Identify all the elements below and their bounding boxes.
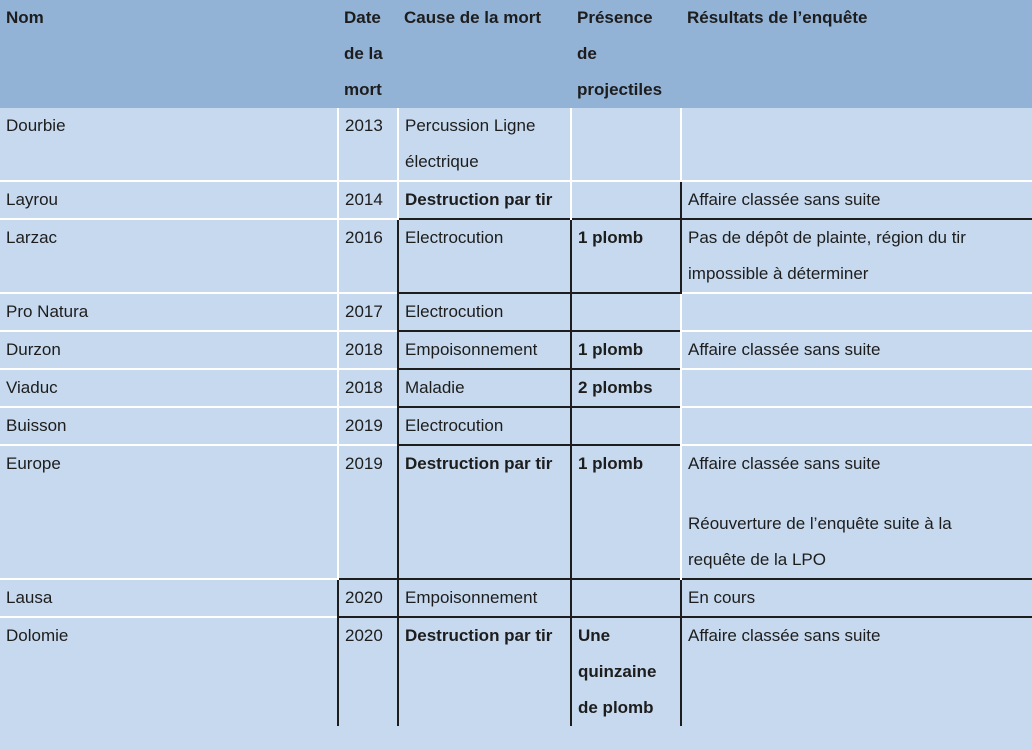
header-date-line2: de la — [344, 44, 383, 63]
cell-projectiles — [571, 579, 681, 617]
cell-projectiles: 2 plombs — [571, 369, 681, 407]
cell-proj-line2: quinzaine — [578, 662, 657, 681]
cell-projectiles — [571, 293, 681, 331]
cell-resultats: Affaire classée sans suite — [681, 617, 1032, 726]
cell-resultats — [681, 407, 1032, 445]
header-proj-line3: projectiles — [577, 80, 663, 99]
cell-cause: Maladie — [398, 369, 571, 407]
cell-nom: Dolomie — [0, 617, 338, 726]
cell-cause: Empoisonnement — [398, 579, 571, 617]
cell-date: 2020 — [338, 617, 398, 726]
cell-nom: Layrou — [0, 181, 338, 219]
cell-date: 2014 — [338, 181, 398, 219]
cell-projectiles — [571, 108, 681, 181]
cell-res-line1: Affaire classée sans suite — [688, 454, 881, 473]
cell-cause — [398, 108, 571, 181]
cell-projectiles — [571, 407, 681, 445]
cell-date: 2019 — [338, 407, 398, 445]
cell-date: 2016 — [338, 219, 398, 293]
header-nom: Nom — [6, 8, 44, 27]
cell-resultats — [681, 293, 1032, 331]
cell-cause: Destruction par tir — [398, 617, 571, 726]
cell-res-line2: impossible à déterminer — [688, 264, 869, 283]
table-header-row — [0, 0, 1032, 108]
cell-resultats — [681, 108, 1032, 181]
header-proj-line1: Présence — [577, 8, 653, 27]
cell-nom: Buisson — [0, 407, 338, 445]
cell-cause: Destruction par tir — [398, 181, 571, 219]
cell-projectiles: 1 plomb — [571, 445, 681, 579]
cell-cause: Electrocution — [398, 219, 571, 293]
cell-date: 2020 — [338, 579, 398, 617]
cell-nom: Viaduc — [0, 369, 338, 407]
cell-res-line3: requête de la LPO — [688, 550, 826, 569]
cell-resultats: Affaire classée sans suite — [681, 331, 1032, 369]
table-row — [0, 369, 1032, 407]
cell-cause-line1: Percussion Ligne — [405, 116, 536, 135]
table-row — [0, 445, 1032, 579]
cell-resultats — [681, 219, 1032, 293]
cell-nom: Larzac — [0, 219, 338, 293]
cell-res-line1: Pas de dépôt de plainte, région du tir — [688, 228, 966, 247]
cell-cause: Destruction par tir — [398, 445, 571, 579]
header-date-line3: mort — [344, 80, 382, 99]
cell-date: 2017 — [338, 293, 398, 331]
table-row — [0, 181, 1032, 219]
header-date-line1: Date — [344, 8, 381, 27]
cell-cause: Electrocution — [398, 407, 571, 445]
cell-date: 2019 — [338, 445, 398, 579]
cell-date: 2013 — [338, 108, 398, 181]
cell-projectiles — [571, 617, 681, 726]
cell-date: 2018 — [338, 369, 398, 407]
cell-nom: Lausa — [0, 579, 338, 617]
cell-res-gap — [688, 482, 1032, 506]
cell-date: 2018 — [338, 331, 398, 369]
cell-resultats: En cours — [681, 579, 1032, 617]
cell-cause-line2: électrique — [405, 152, 479, 171]
cell-resultats: Affaire classée sans suite — [681, 181, 1032, 219]
cell-projectiles — [571, 181, 681, 219]
table-row — [0, 108, 1032, 181]
cell-cause: Electrocution — [398, 293, 571, 331]
header-proj-line2: de — [577, 44, 597, 63]
table-row — [0, 617, 1032, 726]
cell-nom: Pro Natura — [0, 293, 338, 331]
header-cause: Cause de la mort — [404, 8, 541, 27]
header-date — [338, 0, 398, 108]
table-row — [0, 407, 1032, 445]
cell-projectiles: 1 plomb — [571, 331, 681, 369]
cell-proj-line3: de plomb — [578, 698, 654, 717]
table-row — [0, 219, 1032, 293]
cell-nom: Durzon — [0, 331, 338, 369]
table-row — [0, 579, 1032, 617]
cell-projectiles: 1 plomb — [571, 219, 681, 293]
cell-cause: Empoisonnement — [398, 331, 571, 369]
header-resultats: Résultats de l’enquête — [687, 8, 868, 27]
table-row — [0, 293, 1032, 331]
table-row — [0, 331, 1032, 369]
cell-resultats — [681, 369, 1032, 407]
cell-nom: Dourbie — [6, 116, 66, 135]
cell-res-line2: Réouverture de l’enquête suite à la — [688, 514, 952, 533]
cell-nom: Europe — [0, 445, 338, 579]
cell-resultats — [681, 445, 1032, 579]
cell-proj-line1: Une — [578, 626, 611, 645]
header-projectiles — [571, 0, 681, 108]
